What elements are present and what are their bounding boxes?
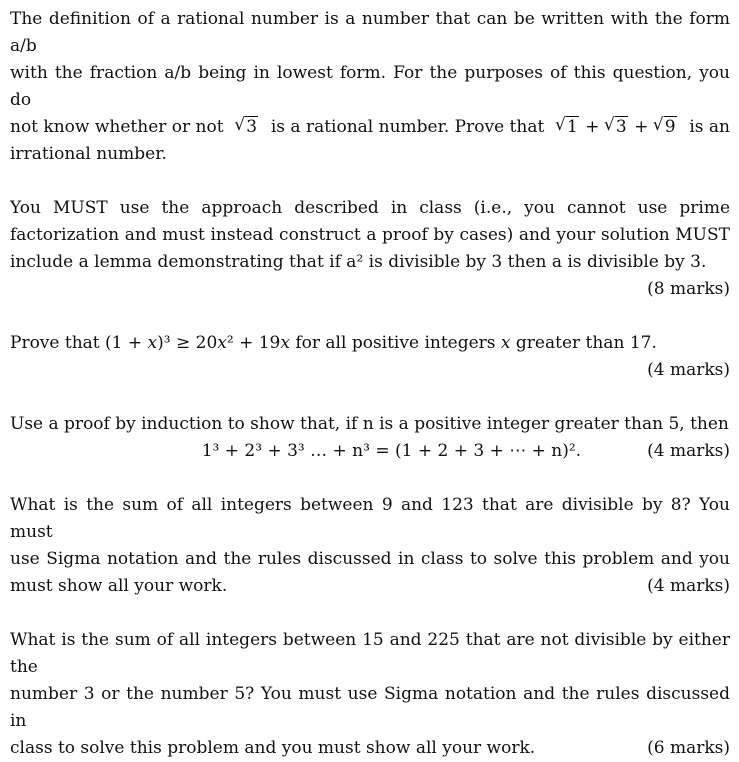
question-2	[10, 195, 730, 303]
sqrt-9: √ 9	[654, 114, 677, 141]
q4-equation-row	[10, 438, 730, 465]
q1-line-3-b: is a rational number. Prove that	[270, 117, 545, 137]
sqrt-3: √ 3	[235, 114, 258, 141]
question-1	[10, 6, 730, 168]
q5-line-1: What is the sum of all integers between 9 and 123 that are divisible by 8? You must	[10, 495, 730, 542]
q5-line-2: use Sigma notation and the rules discussed in class to solve this problem and you	[10, 549, 730, 569]
question-3	[10, 330, 730, 384]
q1-line-1: The definition of a rational number is a number that can be written with the form a/b	[10, 9, 730, 56]
question-4	[10, 411, 730, 465]
q6-marks: (6 marks)	[647, 738, 730, 758]
q1-line-2: with the fraction a/b being in lowest form. For the purposes of this question, you do	[10, 63, 730, 110]
sqrt-3b: √ 3	[605, 114, 628, 141]
q1-line-4: irrational number.	[10, 144, 167, 164]
q2-line-3: include a lemma demonstrating that if a² is divisible by 3 then a is divisible by 3.	[10, 252, 707, 272]
q6-line-2: number 3 or the number 5? You must use Sigma notation and the rules discussed in	[10, 684, 730, 731]
question-6	[10, 627, 730, 762]
q1-line-3-c: is an	[689, 117, 730, 137]
q6-line-3: class to solve this problem and you must show all your work. (6 marks)	[10, 735, 730, 762]
q4-marks: (4 marks)	[647, 441, 730, 461]
q4-line-1: Use a proof by induction to show that, if n is a positive integer greater than 5, then	[10, 414, 729, 434]
q2-line-2: factorization and must instead construct a proof by cases) and your solution MUST	[10, 225, 730, 245]
sqrt-1: √ 1	[556, 114, 579, 141]
q5-marks: (4 marks)	[647, 576, 730, 596]
q1-line-3	[10, 114, 730, 141]
q6-line-1: What is the sum of all integers between 15 and 225 that are not divisible by either the	[10, 630, 730, 677]
q5-line-3: must show all your work. (4 marks)	[10, 573, 730, 600]
q1-line-3-a: not know whether or not	[10, 117, 224, 137]
q3-marks: (4 marks)	[647, 360, 730, 380]
q4-equation: 1³ + 2³ + 3³ … + n³ = (1 + 2 + 3 + ⋯ + n)².	[201, 441, 582, 461]
question-5	[10, 492, 730, 600]
q3-statement: Prove that (1 + x)³ ≥ 20x² + 19x for all positive integers x greater than 17.	[10, 333, 657, 353]
q2-line-1: You MUST use the approach described in class (i.e., you cannot use prime	[10, 198, 730, 218]
q2-marks: (8 marks)	[647, 279, 730, 299]
q1-expression: √ 1 + √ 3 + √ 9	[556, 114, 678, 141]
